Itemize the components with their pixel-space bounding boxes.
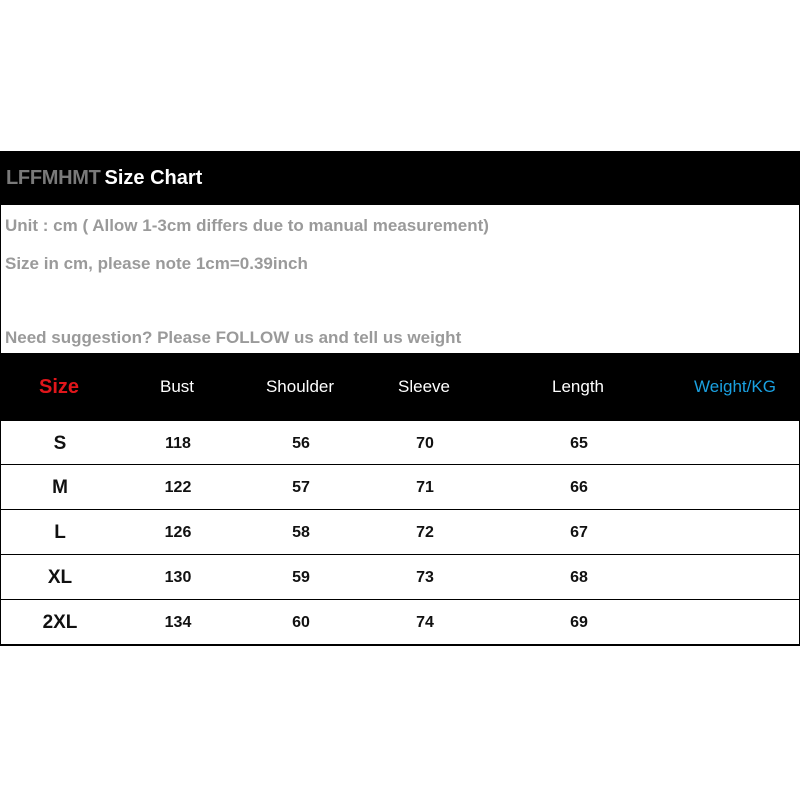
table-row: [1, 599, 799, 644]
cell-shoulder: 57: [292, 479, 310, 496]
table-row: [1, 419, 799, 464]
cell-size: 2XL: [42, 612, 78, 633]
cell-bust: 126: [164, 524, 192, 541]
cell-sleeve: 74: [416, 614, 434, 631]
size-chart: [0, 151, 800, 646]
cell-length: 65: [570, 435, 588, 452]
brand-name: LFFMHMT: [6, 166, 101, 189]
cell-shoulder: 58: [292, 524, 310, 541]
cell-sleeve: 70: [416, 435, 434, 452]
title-bar: [0, 151, 800, 205]
header-size: Size: [38, 376, 80, 398]
cell-shoulder: 56: [292, 435, 310, 452]
table-body: [0, 419, 800, 646]
cell-bust: 134: [164, 614, 192, 631]
cell-size: XL: [47, 567, 73, 588]
chart-title: Size Chart: [104, 166, 203, 189]
cell-bust: 122: [164, 479, 192, 496]
cell-sleeve: 73: [416, 569, 434, 586]
cell-shoulder: 60: [292, 614, 310, 631]
table-row: [1, 509, 799, 554]
conversion-note: Size in cm, please note 1cm=0.39inch: [5, 254, 308, 273]
suggestion-note: Need suggestion? Please FOLLOW us and tell us weight: [5, 328, 462, 347]
cell-length: 66: [570, 479, 588, 496]
cell-size: S: [53, 433, 67, 454]
notes-section: [0, 205, 800, 353]
cell-length: 69: [570, 614, 588, 631]
table-row: [1, 554, 799, 599]
header-length: Length: [552, 377, 604, 396]
cell-bust: 118: [165, 435, 191, 452]
unit-note: Unit : cm ( Allow 1-3cm differs due to manual measurement): [5, 216, 489, 235]
cell-length: 68: [570, 569, 588, 586]
cell-sleeve: 72: [416, 524, 434, 541]
cell-bust: 130: [164, 569, 192, 586]
cell-length: 67: [570, 524, 588, 541]
cell-sleeve: 71: [416, 479, 434, 496]
cell-size: L: [54, 522, 66, 543]
table-header: [0, 353, 800, 419]
table-row: [1, 464, 799, 509]
cell-size: M: [52, 477, 68, 498]
header-bust: Bust: [159, 377, 195, 396]
header-weight: Weight/KG: [694, 377, 776, 396]
header-sleeve: Sleeve: [398, 377, 450, 396]
cell-shoulder: 59: [292, 569, 310, 586]
header-shoulder: Shoulder: [265, 377, 335, 396]
